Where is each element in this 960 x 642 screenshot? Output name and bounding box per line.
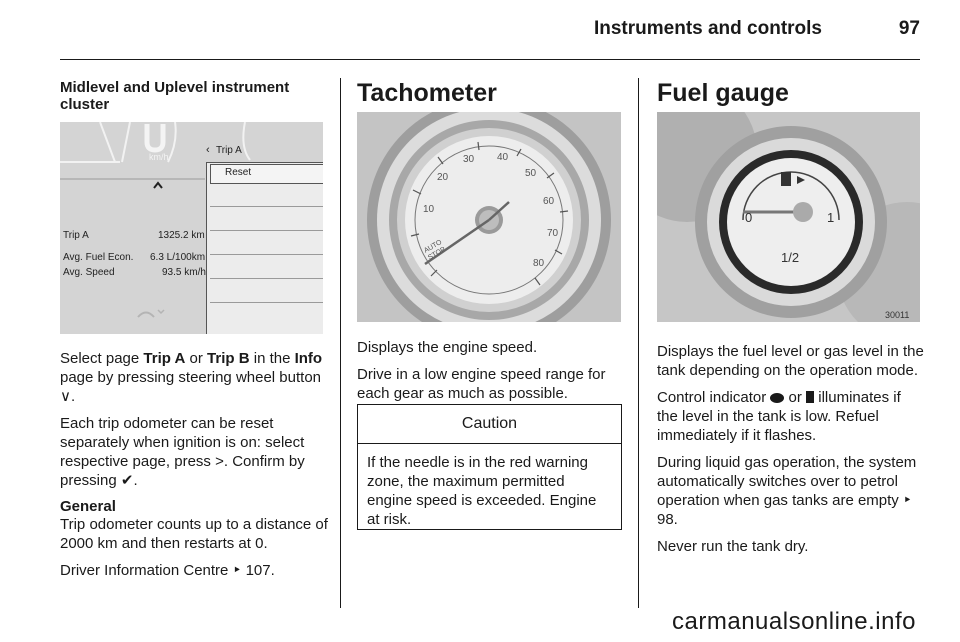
text-run: illuminates if the level in the tank is low. Refuel immediately if it flashes. <box>657 389 901 444</box>
right-column-text <box>657 342 925 564</box>
tach-para-2: Drive in a low engine speed range for each gear as much as possible. <box>357 366 606 402</box>
cluster-row-value: 6.3 L/100km <box>150 252 206 263</box>
cluster-row-label: Avg. Fuel Econ. <box>63 252 134 263</box>
fuel-gauge-heading: Fuel gauge <box>657 79 789 107</box>
instrument-cluster-image <box>60 122 323 334</box>
fuel-indicator-icon <box>770 393 784 403</box>
fuel-gauge-graphic <box>657 112 920 322</box>
caution-body: If the needle is in the red warning zone, the maximum permitted engine speed is exceeded. Engine at risk. <box>367 454 597 528</box>
text-run: in the <box>249 350 295 367</box>
tach-label: 10 <box>423 204 435 215</box>
chevron-right-icon: > <box>215 453 224 470</box>
image-code: 30011 <box>885 310 910 320</box>
fuel-para-4: Never run the tank dry. <box>657 538 809 555</box>
text-run: page by pressing steering wheel button <box>60 369 322 386</box>
cluster-subheading: Midlevel and Uplevel instrument cluster <box>60 79 290 113</box>
menu-divider <box>210 206 323 207</box>
fuel-full-label: 1 <box>827 210 835 225</box>
tach-label: 70 <box>547 228 559 239</box>
fuel-pump-icon <box>806 391 814 403</box>
fuel-para-3 <box>657 453 925 529</box>
fuel-half-label: 1/2 <box>781 250 800 265</box>
header-rule <box>60 59 920 60</box>
page-ref-arrow-icon: ‣ <box>232 562 242 579</box>
middle-column <box>357 79 622 107</box>
fuel-empty-label: 0 <box>745 210 753 225</box>
left-column <box>60 79 325 113</box>
column-divider-2 <box>638 78 639 608</box>
caution-title: Caution <box>358 405 621 444</box>
trip-menu-header: Trip A <box>216 145 242 156</box>
text-run: . <box>70 388 76 405</box>
tach-label: 60 <box>543 196 555 207</box>
left-column-text <box>60 349 328 588</box>
autostop-label: AUTO STOP <box>423 238 447 262</box>
fuel-para-2 <box>657 388 925 445</box>
cluster-row-label: Avg. Speed <box>63 267 115 278</box>
text-run: Control indicator <box>657 389 771 406</box>
text-run: Select page <box>60 350 144 367</box>
page-ref-arrow-icon: ‣ <box>902 492 912 509</box>
chevron-down-icon: ∨ <box>60 388 71 405</box>
tach-para-1: Displays the engine speed. <box>357 339 538 356</box>
general-paragraph: Trip odometer counts up to a distance of 2000 km and then restarts at 0. <box>60 516 328 552</box>
tachometer-heading: Tachometer <box>357 79 497 107</box>
right-column <box>657 79 922 107</box>
text-run: or <box>784 389 807 406</box>
checkmark-icon: ✔ <box>120 472 134 489</box>
menu-divider <box>210 254 323 255</box>
bold-run: Info <box>294 350 323 367</box>
page-ref-number: 98. <box>657 511 678 528</box>
cluster-row-value: 93.5 km/h <box>162 267 206 278</box>
text-run: Each trip odometer can be reset separately when ignition is on: select respective page, press <box>60 415 305 470</box>
tach-label: 40 <box>497 152 509 163</box>
reset-label: Reset <box>225 167 252 178</box>
text-run: Driver Information Centre <box>60 562 233 579</box>
tach-label: 50 <box>525 168 537 179</box>
text-run: . <box>133 472 138 489</box>
caution-box <box>357 404 622 530</box>
dic-reference[interactable] <box>60 561 328 580</box>
fuel-para-1: Displays the fuel level or gas level in the tank depending on the operation mode. <box>657 343 924 379</box>
tach-label: 30 <box>463 154 475 165</box>
tachometer-image <box>357 112 621 322</box>
page-ref-number: 107. <box>245 562 275 579</box>
menu-divider <box>210 302 323 303</box>
page-header-title: Instruments and controls <box>593 18 822 39</box>
bold-run: Trip B <box>207 350 250 367</box>
watermark: carmanualsonline.info <box>672 608 916 635</box>
column-divider-1 <box>340 78 341 608</box>
trip-back-chevron-icon: ‹ <box>206 144 210 156</box>
middle-column-text <box>357 338 625 411</box>
menu-divider <box>210 278 323 279</box>
page-number: 97 <box>898 18 920 39</box>
cluster-row-label: Trip A <box>63 230 89 241</box>
bold-run: Trip A <box>143 350 186 367</box>
trip-select-paragraph <box>60 349 328 406</box>
text-run: During liquid gas operation, the system automatically switches over to petrol operation when gas tanks are empty <box>657 454 917 509</box>
cluster-row-value: 1325.2 km <box>158 230 205 241</box>
speed-unit-label: km/h <box>149 152 169 162</box>
tach-label: 20 <box>437 172 449 183</box>
menu-divider <box>210 230 323 231</box>
text-run: or <box>185 350 208 367</box>
general-heading: General <box>60 498 116 515</box>
tachometer-graphic <box>357 112 621 322</box>
text-run: . Confirm by pressing <box>60 453 305 489</box>
trip-reset-paragraph <box>60 414 328 490</box>
tach-label: 80 <box>533 258 545 269</box>
trip-menu-panel <box>206 162 323 334</box>
fuel-gauge-image <box>657 112 920 322</box>
